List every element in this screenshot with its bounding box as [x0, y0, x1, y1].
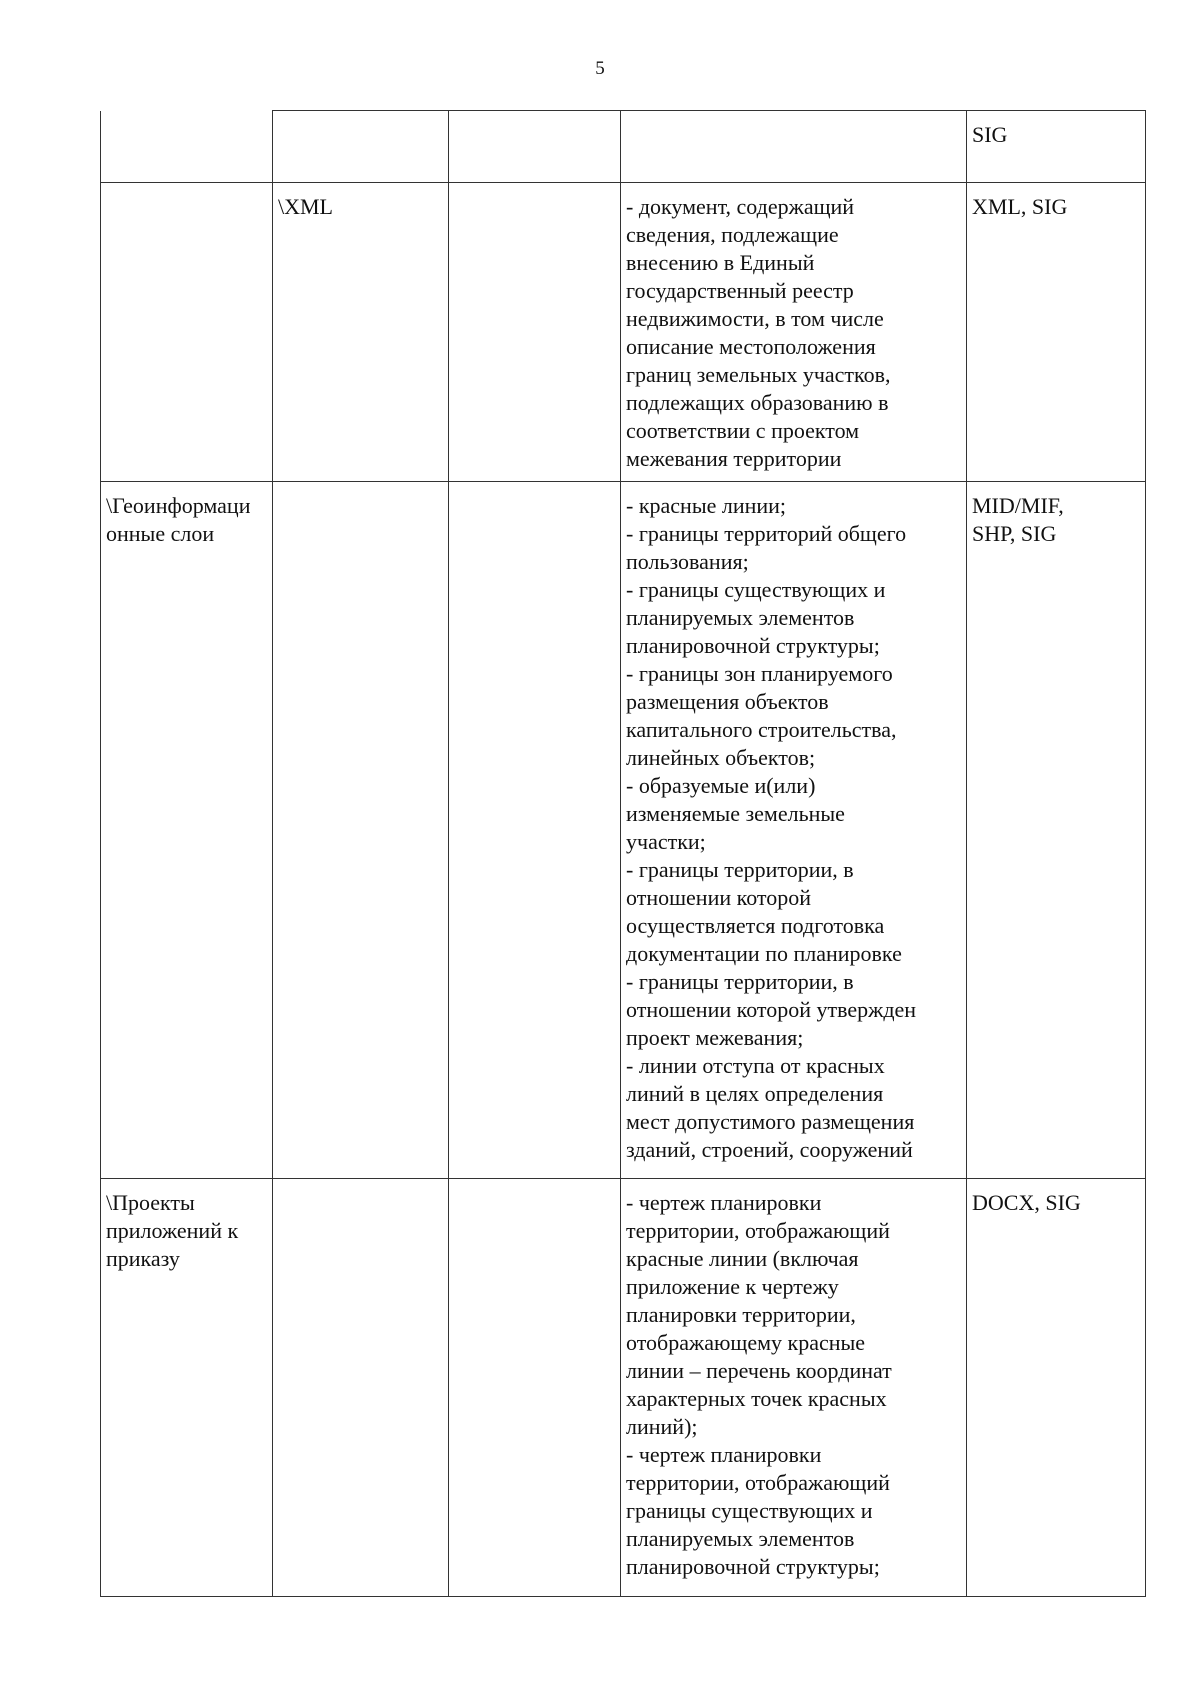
page-number: 5 [595, 58, 605, 79]
cell-text-line: планировочной структуры; [626, 1554, 880, 1579]
cell-text-line: участки; [626, 829, 706, 854]
cell-text-line: - чертеж планировки [626, 1190, 822, 1215]
cell-text-line: зданий, строений, сооружений [626, 1137, 913, 1162]
cell-text-line: пользования; [626, 549, 749, 574]
cell-text-line: - красные линии; [626, 493, 787, 518]
cell-text-line: сведения, подлежащие [626, 222, 839, 247]
cell-text-line: \Проекты [106, 1190, 195, 1215]
cell-text-line: приложение к чертежу [626, 1274, 839, 1299]
table-cell [449, 183, 621, 482]
cell-text-line: приложений к [106, 1218, 239, 1243]
cell-text-line: планируемых элементов [626, 605, 855, 630]
cell-text-line: межевания территории [626, 446, 842, 471]
cell-text-line: линий в целях определения [626, 1081, 884, 1106]
table-cell [101, 183, 273, 482]
table-cell [621, 183, 967, 482]
table-cell [621, 111, 967, 183]
table-cell [967, 111, 1146, 183]
table-cell [967, 482, 1146, 1179]
cell-text-line: отображающему красные [626, 1330, 866, 1355]
cell-text-line: соответствии с проектом [626, 418, 860, 443]
cell-text-line: характерных точек красных [626, 1386, 887, 1411]
cell-text-line: отношении которой утвержден [626, 997, 917, 1022]
cell-text-line: размещения объектов [626, 689, 829, 714]
cell-text-line: планировки территории, [626, 1302, 856, 1327]
cell-text-line: планируемых элементов [626, 1526, 855, 1551]
cell-text-line: территории, отображающий [626, 1470, 890, 1495]
cell-text-line: документации по планировке [626, 941, 902, 966]
cell-text-line: линейных объектов; [626, 745, 816, 770]
cell-text-line: онные слои [106, 521, 215, 546]
cell-text-line: - линии отступа от красных [626, 1053, 885, 1078]
table-cell [967, 183, 1146, 482]
cell-text-line: осуществляется подготовка [626, 913, 885, 938]
cell-text-line: MID/MIF, [972, 493, 1064, 518]
table-cell [621, 482, 967, 1179]
cell-text-line: SHP, SIG [972, 521, 1057, 546]
cell-text-line: границы существующих и [626, 1498, 873, 1523]
cell-text-line: - границы зон планируемого [626, 661, 893, 686]
table-cell [449, 482, 621, 1179]
cell-text-line: - чертеж планировки [626, 1442, 822, 1467]
table-row [101, 482, 1146, 1179]
cell-text-line: XML, SIG [972, 194, 1068, 219]
cell-text-line: \Геоинформаци [106, 493, 251, 518]
cell-text-line: - границы территории, в [626, 857, 854, 882]
cell-text-line: государственный реестр [626, 278, 854, 303]
table-cell [273, 183, 449, 482]
table-cell [273, 1179, 449, 1597]
cell-text-line: красные линии (включая [626, 1246, 859, 1271]
cell-text-line: границ земельных участков, [626, 362, 891, 387]
table-cell [101, 111, 273, 183]
table-cell [101, 482, 273, 1179]
table-cell [449, 1179, 621, 1597]
cell-text-line: SIG [972, 122, 1008, 147]
cell-text-line: DOCX, SIG [972, 1190, 1081, 1215]
cell-text-line: приказу [106, 1246, 180, 1271]
table-cell [101, 1179, 273, 1597]
cell-text-line: подлежащих образованию в [626, 390, 889, 415]
cell-text-line: - границы территории, в [626, 969, 854, 994]
table-cell [273, 482, 449, 1179]
cell-text-line: описание местоположения [626, 334, 876, 359]
cell-text-line: внесению в Единый [626, 250, 815, 275]
cell-text-line: - образуемые и(или) [626, 773, 816, 798]
cell-text-line: отношении которой [626, 885, 812, 910]
cell-text-line: \XML [278, 194, 333, 219]
table-cell [967, 1179, 1146, 1597]
table-row [101, 111, 1146, 183]
table-row [101, 183, 1146, 482]
cell-text-line: проект межевания; [626, 1025, 804, 1050]
table-cell [621, 1179, 967, 1597]
cell-text-line: изменяемые земельные [626, 801, 845, 826]
cell-text-line: планировочной структуры; [626, 633, 880, 658]
document-table [100, 110, 1146, 1597]
cell-text-line: линий); [626, 1414, 698, 1439]
cell-text-line: территории, отображающий [626, 1218, 890, 1243]
cell-text-line: линии – перечень координат [626, 1358, 892, 1383]
cell-text-line: капитального строительства, [626, 717, 897, 742]
cell-text-line: недвижимости, в том числе [626, 306, 884, 331]
table-row [101, 1179, 1146, 1597]
cell-text-line: - границы территорий общего [626, 521, 907, 546]
cell-text-line: - границы существующих и [626, 577, 886, 602]
table-cell [449, 111, 621, 183]
table-cell [273, 111, 449, 183]
cell-text-line: мест допустимого размещения [626, 1109, 915, 1134]
cell-text-line: - документ, содержащий [626, 194, 855, 219]
